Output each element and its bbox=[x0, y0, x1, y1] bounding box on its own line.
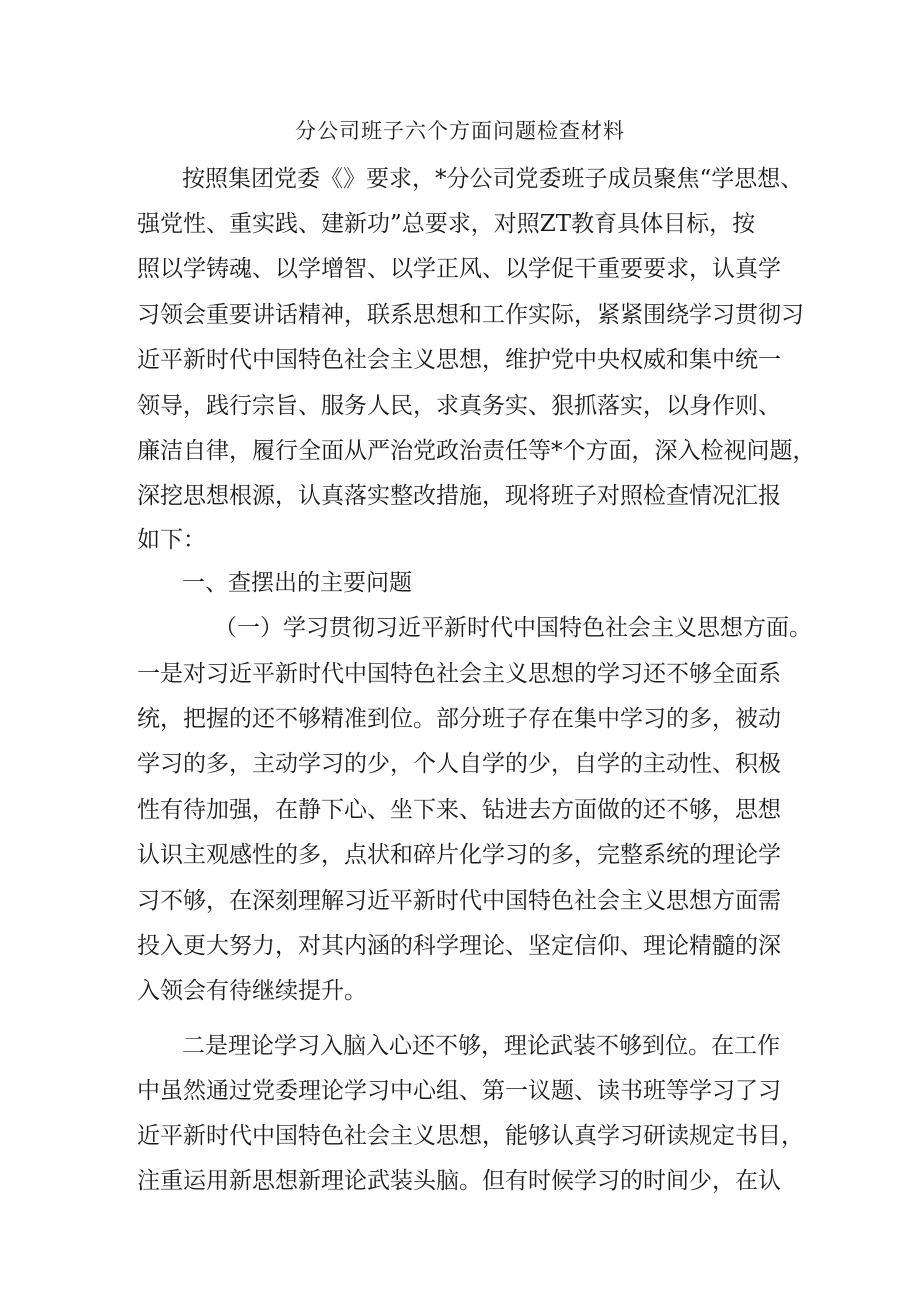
heading-text: 一、查摆出的主要问题 bbox=[182, 570, 412, 596]
line-text: 一是对习近平新时代中国特色社会主义思想的学习还不够全面系 bbox=[137, 661, 781, 687]
line-text: 照以学铸魂、以学增智、以学正风、以学促干重要要求，认真学 bbox=[137, 256, 781, 282]
line-text: 中虽然通过党委理论学习中心组、第一议题、读书班等学习了习 bbox=[137, 1078, 781, 1104]
paragraph-line bbox=[0, 928, 920, 964]
subsection-heading bbox=[0, 610, 920, 646]
line-text: 领导，践行宗旨、服务人民，求真务实、狠抓落实，以身作则、 bbox=[137, 393, 781, 419]
paragraph-line bbox=[0, 1073, 920, 1109]
line-text: 二是理论学习入脑入心还不够，理论武装不够到位。在工作 bbox=[182, 1033, 780, 1059]
document-title: 分公司班子六个方面问题检查材料 bbox=[295, 119, 625, 143]
line-text: 认识主观感性的多，点状和碎片化学习的多，完整系统的理论学 bbox=[137, 842, 781, 868]
paragraph-line bbox=[0, 388, 920, 424]
line-text: 统，把握的还不够精准到位。部分班子存在集中学习的多，被动 bbox=[137, 706, 781, 732]
line-text: 性有待加强，在静下心、坐下来、钻进去方面做的还不够，思想 bbox=[137, 797, 781, 823]
paragraph-line bbox=[0, 1163, 920, 1199]
line-text: 近平新时代中国特色社会主义思想，维护党中央权威和集中统一 bbox=[137, 347, 781, 373]
paragraph-line bbox=[0, 792, 920, 828]
line-text: 习不够，在深刻理解习近平新时代中国特色社会主义思想方面需 bbox=[137, 888, 781, 914]
paragraph-line bbox=[0, 701, 920, 737]
paragraph-line bbox=[0, 883, 920, 919]
line-text: 如下： bbox=[137, 527, 206, 553]
paragraph-line bbox=[0, 837, 920, 873]
paragraph-line bbox=[0, 522, 920, 558]
line-text: 投入更大努力，对其内涵的科学理论、坚定信仰、理论精髓的深 bbox=[137, 933, 781, 959]
paragraph-line bbox=[0, 251, 920, 287]
paragraph-line bbox=[0, 656, 920, 692]
paragraph-line bbox=[0, 297, 920, 333]
line-text: 入领会有待继续提升。 bbox=[137, 978, 367, 1004]
paragraph-line bbox=[0, 973, 920, 1009]
paragraph-line bbox=[0, 161, 920, 197]
line-text: 深挖思想根源，认真落实整改措施，现将班子对照检查情况汇报 bbox=[137, 483, 781, 509]
line-text: 近平新时代中国特色社会主义思想，能够认真学习研读规定书目， bbox=[137, 1123, 804, 1149]
line-text: 学习的多，主动学习的少，个人自学的少，自学的主动性、积极 bbox=[137, 751, 781, 777]
paragraph-line bbox=[0, 206, 920, 242]
paragraph-line bbox=[0, 433, 920, 469]
line-text: 注重运用新思想新理论武装头脑。但有时候学习的时间少，在认 bbox=[137, 1168, 781, 1194]
line-text: 习领会重要讲话精神，联系思想和工作实际，紧紧围绕学习贯彻习 bbox=[137, 302, 804, 328]
section-heading bbox=[0, 565, 920, 601]
heading-text: （一）学习贯彻习近平新时代中国特色社会主义思想方面。 bbox=[214, 615, 812, 641]
line-text: 廉洁自律，履行全面从严治党政治责任等*个方面，深入检视问题， bbox=[137, 438, 816, 464]
paragraph-line bbox=[0, 342, 920, 378]
line-text: 强党性、重实践、建新功”总要求，对照ZT教育具体目标，按 bbox=[137, 211, 756, 237]
paragraph-line bbox=[0, 1028, 920, 1064]
paragraph-line bbox=[0, 1118, 920, 1154]
line-text: 按照集团党委《》要求，*分公司党委班子成员聚焦“学思想、 bbox=[182, 166, 804, 192]
paragraph-line bbox=[0, 478, 920, 514]
paragraph-line bbox=[0, 746, 920, 782]
